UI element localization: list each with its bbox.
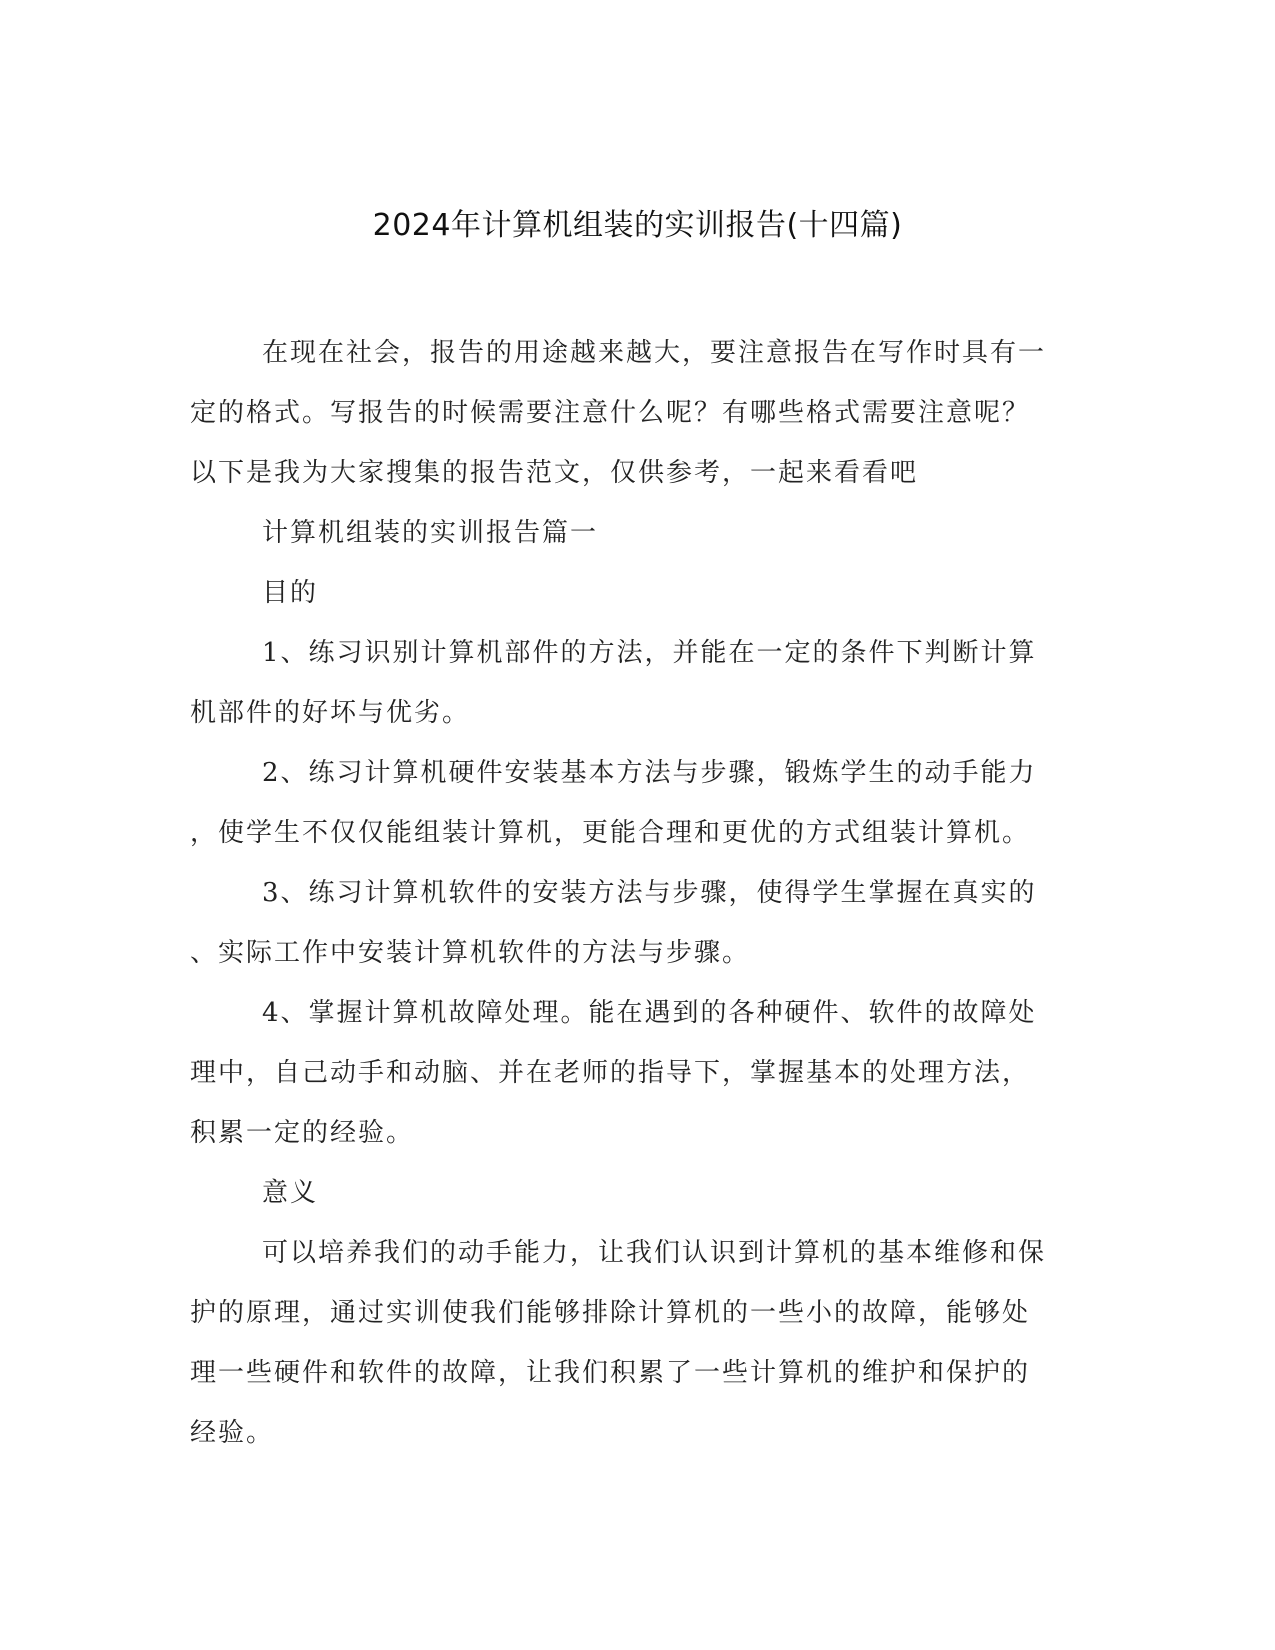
paragraph-intro (190, 323, 1085, 503)
subheading-significance (190, 1163, 1085, 1223)
text-line: 以下是我为大家搜集的报告范文，仅供参考，一起来看看吧 (190, 458, 919, 488)
purpose-item-3 (190, 863, 1085, 983)
purpose-item-2 (190, 743, 1085, 863)
paragraph-significance (190, 1223, 1085, 1463)
text-line: 4、掌握计算机故障处理。能在遇到的各种硬件、软件的故障处 (262, 998, 1037, 1028)
purpose-item-1 (190, 623, 1085, 743)
text-line: 护的原理，通过实训使我们能够排除计算机的一些小的故障，能够处 (190, 1298, 1031, 1328)
text-line: 2、练习计算机硬件安装基本方法与步骤，锻炼学生的动手能力 (262, 758, 1037, 788)
text-line: 机部件的好坏与优劣。 (190, 698, 471, 728)
text-line: 经验。 (190, 1418, 275, 1448)
text-line: 1、练习识别计算机部件的方法，并能在一定的条件下判断计算 (262, 638, 1037, 668)
text-line: 计算机组装的实训报告篇一 (262, 518, 599, 548)
text-line: 理中，自己动手和动脑、并在老师的指导下，掌握基本的处理方法， (190, 1058, 1031, 1088)
text-line: ，使学生不仅仅能组装计算机，更能合理和更优的方式组装计算机。 (190, 818, 1031, 848)
section-heading-part-one (190, 503, 1085, 563)
text-line: 、实际工作中安装计算机软件的方法与步骤。 (190, 938, 751, 968)
text-line: 积累一定的经验。 (190, 1118, 415, 1148)
subheading-purpose (190, 563, 1085, 623)
purpose-item-4 (190, 983, 1085, 1163)
text-line: 定的格式。写报告的时候需要注意什么呢？有哪些格式需要注意呢？ (190, 398, 1031, 428)
text-line: 可以培养我们的动手能力，让我们认识到计算机的基本维修和保 (262, 1238, 1047, 1268)
text-line: 理一些硬件和软件的故障，让我们积累了一些计算机的维护和保护的 (190, 1358, 1031, 1388)
text-line: 目的 (262, 578, 319, 608)
document-body (190, 323, 1085, 1463)
text-line: 在现在社会，报告的用途越来越大，要注意报告在写作时具有一 (262, 338, 1047, 368)
document-title: 2024年计算机组装的实训报告(十四篇) (372, 208, 903, 243)
text-line: 3、练习计算机软件的安装方法与步骤，使得学生掌握在真实的 (262, 878, 1037, 908)
text-line: 意义 (262, 1178, 319, 1208)
